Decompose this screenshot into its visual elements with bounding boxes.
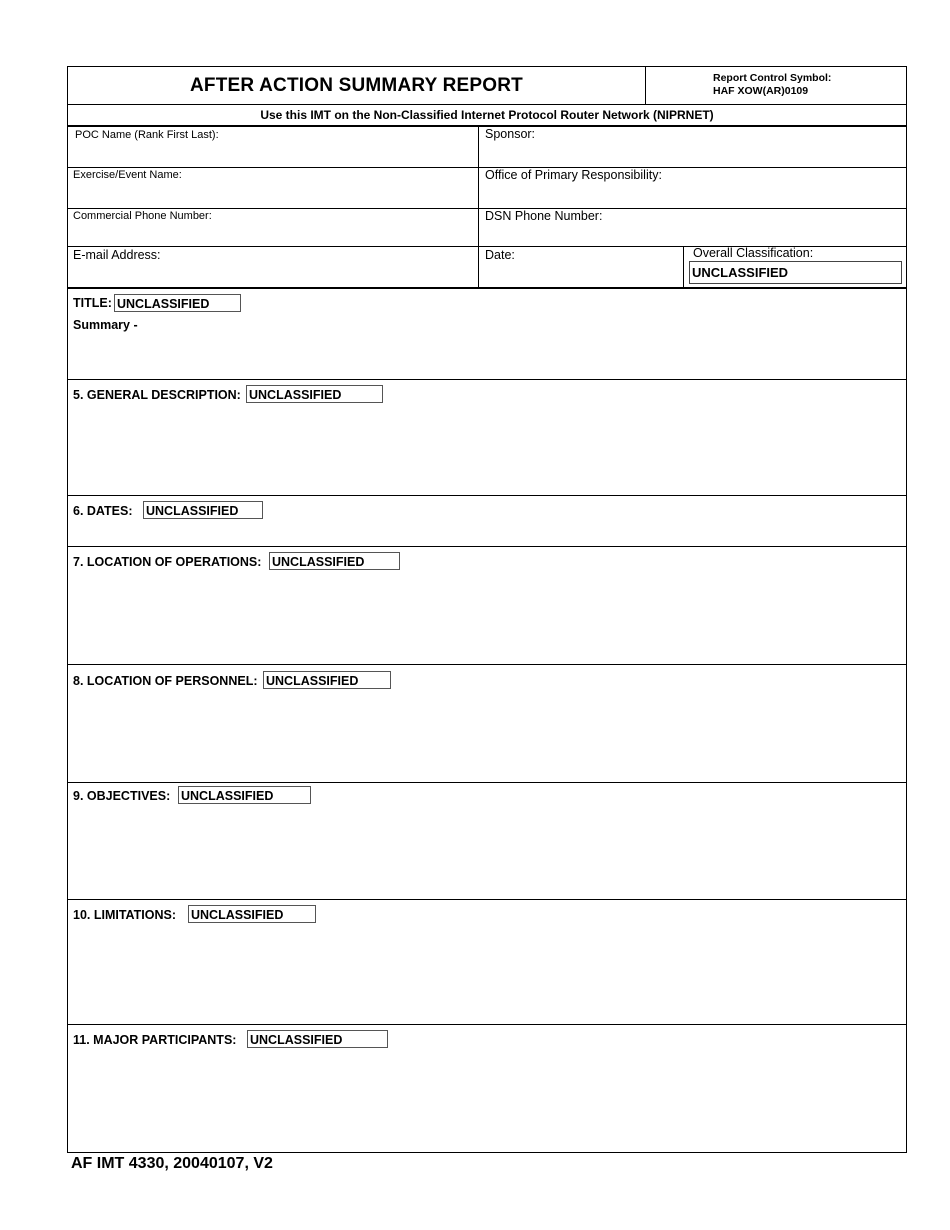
objectives-label: 9. OBJECTIVES: [73, 789, 171, 803]
header-divider [645, 67, 646, 104]
location-operations-label: 7. LOCATION OF OPERATIONS: [73, 555, 262, 569]
limitations-classification-select[interactable]: UNCLASSIFIED [188, 905, 316, 923]
niprnet-notice: Use this IMT on the Non-Classified Internet Protocol Router Network (NIPRNET) [260, 108, 714, 122]
after-action-form [67, 66, 907, 1153]
divider [68, 495, 906, 496]
major-participants-classification-select[interactable]: UNCLASSIFIED [247, 1030, 388, 1048]
divider [68, 379, 906, 380]
divider [68, 899, 906, 900]
form-id-footer: AF IMT 4330, 20040107, V2 [71, 1155, 273, 1172]
grid-divider [683, 246, 684, 287]
divider [68, 782, 906, 783]
title-label: TITLE: [73, 296, 112, 310]
opr-field[interactable]: Office of Primary Responsibility: [485, 168, 662, 182]
dates-label: 6. DATES: [73, 504, 133, 518]
objectives-classification-select[interactable]: UNCLASSIFIED [178, 786, 311, 804]
dsn-phone-field[interactable]: DSN Phone Number: [485, 209, 603, 223]
title-classification-select[interactable]: UNCLASSIFIED [114, 294, 241, 312]
general-description-label: 5. GENERAL DESCRIPTION: [73, 388, 241, 402]
dates-classification-select[interactable]: UNCLASSIFIED [143, 501, 263, 519]
divider [68, 664, 906, 665]
limitations-label: 10. LIMITATIONS: [73, 908, 177, 922]
sponsor-field[interactable]: Sponsor: [485, 127, 536, 141]
report-control-value: HAF XOW(AR)0109 [713, 85, 809, 97]
exercise-name-field[interactable]: Exercise/Event Name: [73, 169, 182, 181]
report-control-label: Report Control Symbol: [713, 72, 832, 84]
commercial-phone-field[interactable]: Commercial Phone Number: [73, 210, 212, 222]
summary-label: Summary - [73, 318, 138, 332]
location-personnel-label: 8. LOCATION OF PERSONNEL: [73, 674, 258, 688]
report-control-symbol [713, 72, 831, 98]
location-operations-classification-select[interactable]: UNCLASSIFIED [269, 552, 400, 570]
general-description-classification-select[interactable]: UNCLASSIFIED [246, 385, 383, 403]
email-field[interactable]: E-mail Address: [73, 248, 161, 262]
divider [68, 546, 906, 547]
divider [68, 1024, 906, 1025]
major-participants-label: 11. MAJOR PARTICIPANTS: [73, 1033, 237, 1047]
overall-classification-label: Overall Classification: [693, 246, 814, 260]
divider [68, 287, 906, 289]
grid-divider [478, 126, 479, 287]
poc-name-field[interactable]: POC Name (Rank First Last): [75, 129, 219, 141]
form-title: AFTER ACTION SUMMARY REPORT [190, 74, 523, 96]
overall-classification-select[interactable]: UNCLASSIFIED [689, 261, 902, 284]
date-field[interactable]: Date: [485, 248, 515, 262]
location-personnel-classification-select[interactable]: UNCLASSIFIED [263, 671, 391, 689]
